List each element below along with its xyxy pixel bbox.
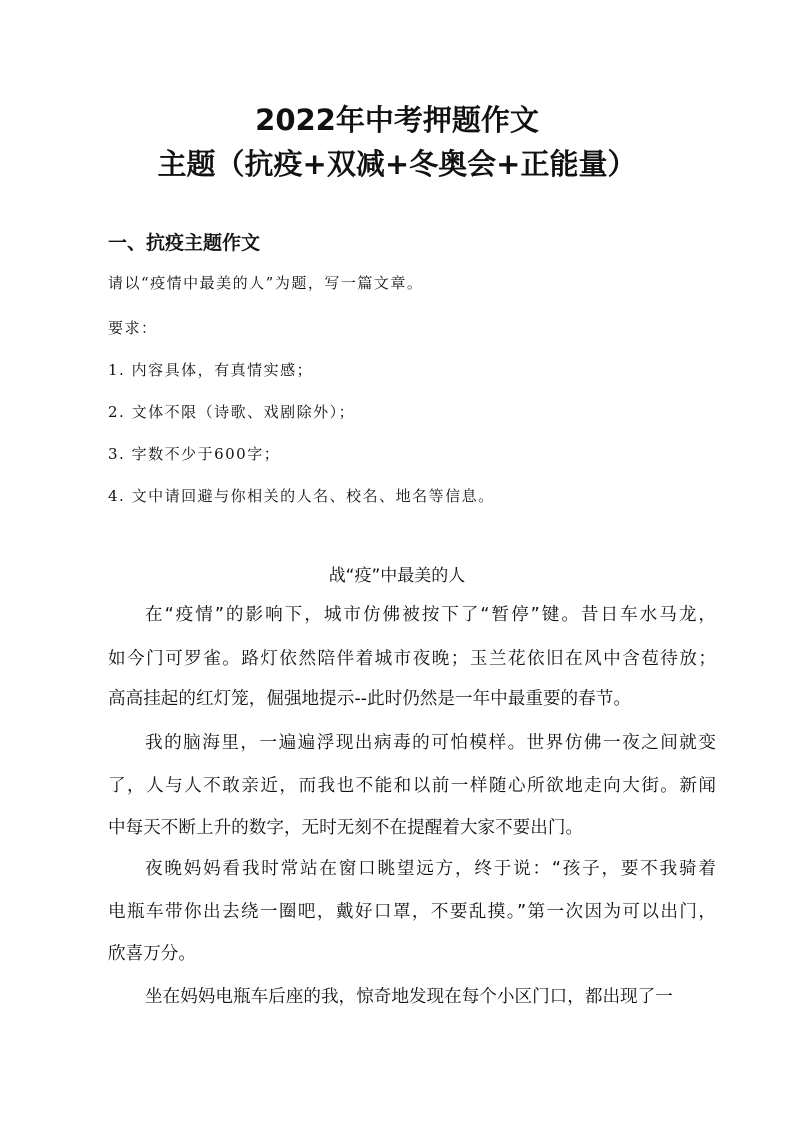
requirement-item: 2. 文体不限（诗歌、戏剧除外）； bbox=[108, 403, 356, 421]
requirement-item: 1. 内容具体，有真情实感； bbox=[108, 361, 314, 379]
essay-line: 中每天不断上升的数字，无时无刻不在提醒着大家不要出门。 bbox=[108, 818, 584, 838]
document-subtitle: 主题（抗疫+双减+冬奥会+正能量） bbox=[157, 147, 637, 181]
essay-line: 欣喜万分。 bbox=[108, 944, 196, 964]
essay-title: 战“疫”中最美的人 bbox=[328, 566, 466, 586]
essay-line: 在“疫情”的影响下，城市仿佛被按下了“暂停”键。昔日车水马龙， bbox=[145, 605, 716, 625]
essay-line: 电瓶车带你出去绕一圈吧，戴好口罩，不要乱摸。”第一次因为可以出门， bbox=[108, 902, 716, 922]
requirements-label: 要求： bbox=[108, 319, 158, 337]
essay-line: 高高挂起的红灯笼，倔强地提示--此时仍然是一年中最重要的春节。 bbox=[108, 689, 631, 709]
section-heading: 一、抗疫主题作文 bbox=[108, 232, 261, 254]
essay-line: 夜晚妈妈看我时常站在窗口眺望远方，终于说：“孩子，要不我骑着 bbox=[145, 859, 716, 879]
requirement-item: 3. 字数不少于600字； bbox=[108, 445, 281, 463]
essay-line: 了，人与人不敢亲近，而我也不能和以前一样随心所欲地走向大街。新闻 bbox=[108, 776, 716, 796]
essay-prompt: 请以“疫情中最美的人”为题，写一篇文章。 bbox=[108, 274, 424, 292]
document-title: 2022年中考押题作文 bbox=[255, 103, 539, 137]
essay-line: 我的脑海里，一遍遍浮现出病毒的可怕模样。世界仿佛一夜之间就变 bbox=[145, 733, 716, 753]
essay-line: 如今门可罗雀。路灯依然陪伴着城市夜晚；玉兰花依旧在风中含苞待放； bbox=[108, 649, 716, 669]
essay-line: 坐在妈妈电瓶车后座的我，惊奇地发现在每个小区门口，都出现了一 bbox=[145, 987, 673, 1007]
requirement-item: 4. 文中请回避与你相关的人名、校名、地名等信息。 bbox=[108, 487, 495, 505]
